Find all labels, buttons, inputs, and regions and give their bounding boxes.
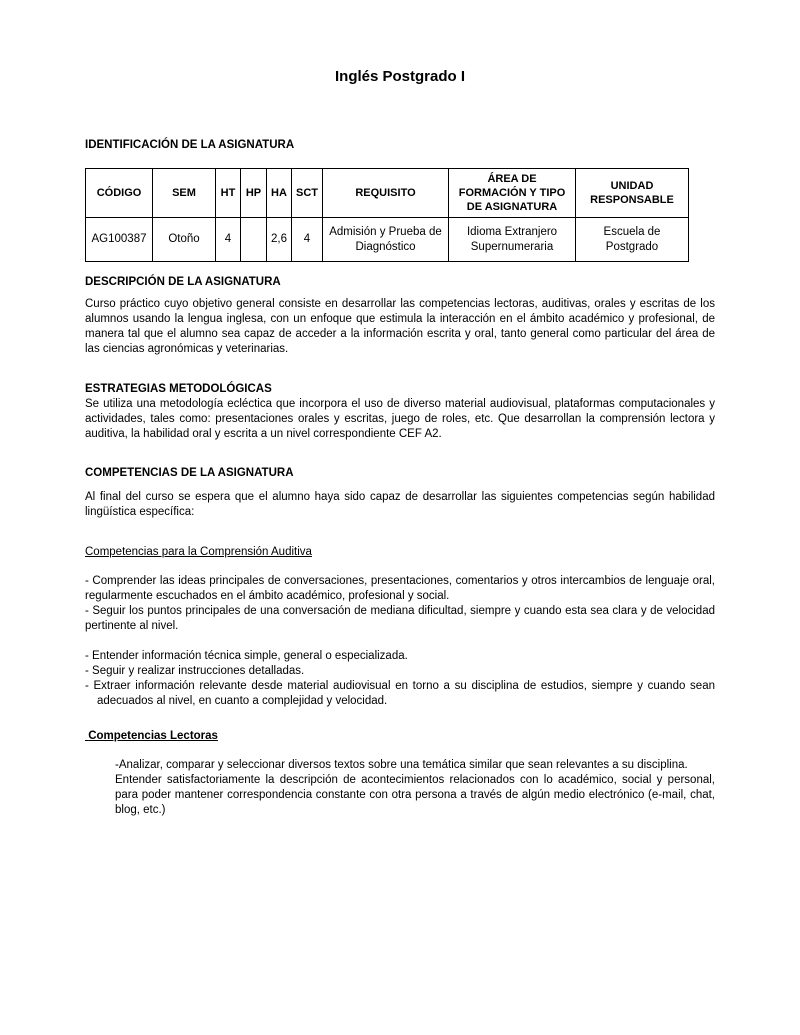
lectoras-subheading: Competencias Lectoras xyxy=(88,730,218,742)
identificacion-heading: IDENTIFICACIÓN DE LA ASIGNATURA xyxy=(85,139,295,151)
document-title: Inglés Postgrado I xyxy=(334,68,466,85)
cell-area: Idioma Extranjero Supernumeraria xyxy=(449,218,576,262)
listening-item: - Extraer información relevante desde material audiovisual en torno a su disciplina de estudios, siempre y cuando sean adecuados al nivel, en cuanto a complejidad y velocidad. xyxy=(85,680,715,707)
listening-item: - Entender información técnica simple, general o especializada. xyxy=(85,650,408,662)
col-header-sct: SCT xyxy=(292,169,323,218)
cell-hp xyxy=(241,218,267,262)
identificacion-table xyxy=(85,168,689,262)
reading-paragraphs xyxy=(115,758,715,818)
descripcion-body: Curso práctico cuyo objetivo general consiste en desarrollar las competencias lectoras, auditivas, orales y escritas de los alumnos usando la lengua inglesa, con un enfoque que estimula la interacción en el ámbito académico y profesional, de manera tal que el alumno sea capaz de acceder a la información escrita y oral, tanto general como particular del área de las ciencias agronómicas y veterinarias. xyxy=(85,298,715,355)
estrategias-body: Se utiliza una metodología ecléctica que incorpora el uso de diverso material audiovisual, plataformas computacionales y actividades, tales como: presentaciones orales y escritas, juego de roles, etc. Que desarrollan la comprensión lectora y auditiva, la habilidad oral y escrita a un nivel correspondiente CEF A2. xyxy=(85,398,715,440)
col-header-codigo: CÓDIGO xyxy=(86,169,153,218)
reading-paragraph: -Analizar, comparar y seleccionar diversos textos sobre una temática similar que sean relevantes a su disciplina. xyxy=(115,759,688,771)
cell-ha: 2,6 xyxy=(267,218,292,262)
col-header-requisito: REQUISITO xyxy=(323,169,449,218)
reading-paragraph: Entender satisfactoriamente la descripción de acontecimientos relacionados con lo académico, social y personal, para poder mantener correspondencia constante con otra persona a través de algún medio electrónico (e-mail, chat, blog, etc.) xyxy=(115,774,715,816)
competencias-heading: COMPETENCIAS DE LA ASIGNATURA xyxy=(85,467,294,479)
col-header-ht: HT xyxy=(216,169,241,218)
competencias-intro: Al final del curso se espera que el alumno haya sido capaz de desarrollar las siguientes competencias según habilidad lingüística específica: xyxy=(85,491,715,518)
estrategias-heading: ESTRATEGIAS METODOLÓGICAS xyxy=(85,383,272,395)
col-header-area: ÁREA DE FORMACIÓN Y TIPO DE ASIGNATURA xyxy=(449,169,576,218)
cell-ht: 4 xyxy=(216,218,241,262)
col-header-ha: HA xyxy=(267,169,292,218)
auditiva-subheading: Competencias para la Comprensión Auditiva xyxy=(85,546,312,558)
listening-item: - Seguir los puntos principales de una conversación de mediana dificultad, siempre y cuando esta sea clara y de velocidad pertinente al nivel. xyxy=(85,605,715,632)
table-header-row xyxy=(86,169,689,218)
cell-sem: Otoño xyxy=(153,218,216,262)
cell-codigo: AG100387 xyxy=(86,218,153,262)
listening-item: - Comprender las ideas principales de conversaciones, presentaciones, comentarios y otros intercambios de lenguaje oral, regularmente escuchados en el ámbito académico, profesional y social. xyxy=(85,575,715,602)
col-header-unidad: UNIDAD RESPONSABLE xyxy=(576,169,689,218)
cell-requisito: Admisión y Prueba de Diagnóstico xyxy=(323,218,449,262)
listening-item: - Seguir y realizar instrucciones detalladas. xyxy=(85,665,305,677)
col-header-sem: SEM xyxy=(153,169,216,218)
col-header-hp: HP xyxy=(241,169,267,218)
table-data-row xyxy=(86,218,689,262)
descripcion-heading: DESCRIPCIÓN DE LA ASIGNATURA xyxy=(85,276,281,288)
listening-items-group-1 xyxy=(85,574,715,634)
cell-unidad: Escuela de Postgrado xyxy=(576,218,689,262)
cell-sct: 4 xyxy=(292,218,323,262)
listening-items-group-2 xyxy=(85,649,715,709)
